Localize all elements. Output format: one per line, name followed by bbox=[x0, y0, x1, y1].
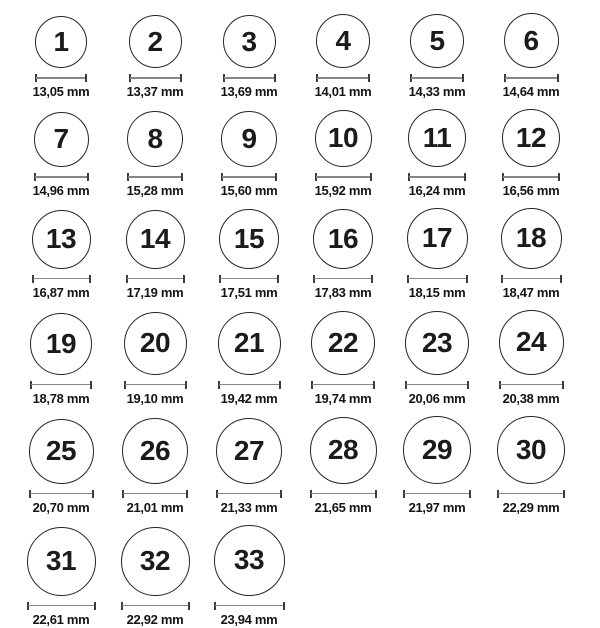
bracket-line bbox=[220, 278, 278, 280]
ring-circle bbox=[311, 311, 375, 375]
ring-size-number: 13 bbox=[45, 223, 77, 255]
bracket-right-tick bbox=[90, 381, 92, 389]
ring-size-number: 23 bbox=[421, 326, 453, 358]
ring-cell bbox=[108, 312, 202, 407]
diameter-bracket bbox=[221, 173, 277, 181]
bracket-right-tick bbox=[277, 275, 279, 283]
diameter-label: 21,97 mm bbox=[408, 499, 466, 515]
bracket-line bbox=[215, 605, 284, 607]
bracket-right-tick bbox=[280, 490, 282, 498]
ring-circle bbox=[502, 109, 560, 167]
ring-circle bbox=[214, 525, 285, 596]
ring-circle bbox=[316, 14, 370, 68]
ring-circle bbox=[32, 210, 91, 269]
ring-size-number: 5 bbox=[429, 25, 445, 56]
bracket-line bbox=[123, 493, 187, 495]
ring-cell bbox=[484, 13, 578, 100]
bracket-right-tick bbox=[279, 381, 281, 389]
bracket-right-tick bbox=[371, 275, 373, 283]
bracket-right-tick bbox=[466, 275, 468, 283]
diameter-label: 20,70 mm bbox=[32, 499, 90, 515]
ring-circle bbox=[499, 310, 564, 375]
ring-size-number: 16 bbox=[327, 222, 359, 254]
bracket-line bbox=[35, 176, 88, 178]
bracket-right-tick bbox=[560, 275, 562, 283]
diameter-bracket bbox=[311, 381, 375, 389]
ring-cell bbox=[108, 210, 202, 301]
bracket-line bbox=[224, 77, 275, 79]
diameter-bracket bbox=[315, 173, 372, 181]
bracket-right-tick bbox=[462, 74, 464, 82]
diameter-label: 14,96 mm bbox=[32, 182, 90, 198]
bracket-line bbox=[406, 384, 468, 386]
bracket-right-tick bbox=[370, 173, 372, 181]
ring-cell bbox=[390, 311, 484, 407]
diameter-bracket bbox=[122, 490, 188, 498]
bracket-line bbox=[314, 278, 372, 280]
bracket-line bbox=[500, 384, 563, 386]
ring-row bbox=[14, 109, 578, 199]
bracket-line bbox=[33, 278, 90, 280]
ring-circle bbox=[310, 417, 377, 484]
ring-row bbox=[14, 13, 578, 100]
bracket-line bbox=[498, 493, 564, 495]
diameter-bracket bbox=[502, 173, 560, 181]
ring-size-number: 20 bbox=[139, 327, 171, 359]
diameter-label: 14,64 mm bbox=[502, 84, 560, 99]
bracket-line bbox=[130, 77, 181, 79]
diameter-label: 18,47 mm bbox=[502, 284, 560, 300]
bracket-line bbox=[125, 384, 186, 386]
bracket-line bbox=[127, 278, 184, 280]
ring-circle bbox=[126, 210, 185, 269]
diameter-bracket bbox=[313, 275, 373, 283]
bracket-line bbox=[128, 176, 182, 178]
ring-circle bbox=[129, 15, 182, 68]
bracket-right-tick bbox=[85, 74, 87, 82]
bracket-right-tick bbox=[368, 74, 370, 82]
diameter-bracket bbox=[214, 602, 285, 610]
bracket-right-tick bbox=[563, 490, 565, 498]
diameter-bracket bbox=[405, 381, 469, 389]
diameter-bracket bbox=[127, 173, 183, 181]
diameter-label: 23,94 mm bbox=[220, 611, 278, 627]
ring-circle bbox=[410, 14, 464, 68]
diameter-label: 14,33 mm bbox=[408, 84, 466, 99]
ring-size-number: 4 bbox=[335, 25, 351, 56]
ring-circle bbox=[221, 111, 277, 167]
diameter-bracket bbox=[126, 275, 185, 283]
diameter-label: 16,87 mm bbox=[32, 284, 90, 300]
bracket-right-tick bbox=[562, 381, 564, 389]
ring-size-number: 32 bbox=[139, 545, 171, 577]
bracket-line bbox=[503, 176, 559, 178]
diameter-bracket bbox=[499, 381, 564, 389]
bracket-right-tick bbox=[375, 490, 377, 498]
diameter-label: 15,92 mm bbox=[314, 182, 372, 198]
bracket-line bbox=[31, 384, 91, 386]
ring-cell bbox=[108, 418, 202, 516]
bracket-line bbox=[311, 493, 376, 495]
diameter-label: 22,92 mm bbox=[126, 611, 184, 627]
diameter-bracket bbox=[310, 490, 377, 498]
ring-circle bbox=[315, 110, 372, 167]
bracket-line bbox=[36, 77, 86, 79]
bracket-line bbox=[411, 77, 463, 79]
ring-cell bbox=[484, 208, 578, 301]
diameter-label: 19,74 mm bbox=[314, 390, 372, 406]
ring-size-number: 26 bbox=[139, 434, 171, 466]
ring-circle bbox=[223, 15, 276, 68]
bracket-line bbox=[317, 77, 369, 79]
bracket-right-tick bbox=[92, 490, 94, 498]
diameter-label: 18,15 mm bbox=[408, 284, 466, 300]
ring-size-number: 15 bbox=[233, 222, 265, 254]
ring-row bbox=[14, 208, 578, 301]
bracket-right-tick bbox=[373, 381, 375, 389]
diameter-label: 13,69 mm bbox=[220, 84, 278, 99]
bracket-line bbox=[219, 384, 280, 386]
diameter-label: 19,10 mm bbox=[126, 390, 184, 406]
diameter-bracket bbox=[129, 74, 182, 82]
ring-cell bbox=[14, 112, 108, 199]
ring-circle bbox=[121, 527, 190, 596]
diameter-label: 17,19 mm bbox=[126, 284, 184, 300]
diameter-bracket bbox=[124, 381, 187, 389]
diameter-label: 22,29 mm bbox=[502, 499, 560, 515]
bracket-right-tick bbox=[558, 173, 560, 181]
ring-cell bbox=[108, 15, 202, 100]
diameter-bracket bbox=[223, 74, 276, 82]
ring-circle bbox=[124, 312, 187, 375]
diameter-label: 22,61 mm bbox=[32, 611, 90, 627]
ring-size-number: 14 bbox=[139, 223, 171, 255]
ring-circle bbox=[29, 419, 94, 484]
bracket-line bbox=[222, 176, 276, 178]
ring-cell bbox=[296, 417, 390, 516]
ring-circle bbox=[408, 109, 466, 167]
bracket-right-tick bbox=[180, 74, 182, 82]
ring-circle bbox=[504, 13, 559, 68]
diameter-bracket bbox=[32, 275, 91, 283]
bracket-right-tick bbox=[464, 173, 466, 181]
ring-circle bbox=[501, 208, 562, 269]
ring-row bbox=[14, 310, 578, 407]
diameter-bracket bbox=[216, 490, 282, 498]
ring-cell bbox=[390, 14, 484, 100]
ring-cell bbox=[296, 209, 390, 301]
diameter-bracket bbox=[497, 490, 565, 498]
ring-circle bbox=[313, 209, 373, 269]
ring-circle bbox=[30, 313, 92, 375]
ring-circle bbox=[127, 111, 183, 167]
diameter-label: 18,78 mm bbox=[32, 390, 90, 406]
ring-size-number: 11 bbox=[422, 121, 452, 153]
diameter-label: 17,83 mm bbox=[314, 284, 372, 300]
ring-size-number: 28 bbox=[327, 434, 359, 466]
ring-size-number: 21 bbox=[233, 327, 265, 359]
ring-size-number: 18 bbox=[515, 222, 547, 254]
ring-cell bbox=[202, 525, 296, 628]
diameter-bracket bbox=[407, 275, 468, 283]
bracket-right-tick bbox=[467, 381, 469, 389]
bracket-line bbox=[122, 605, 189, 607]
diameter-label: 15,28 mm bbox=[126, 182, 184, 198]
diameter-bracket bbox=[504, 74, 559, 82]
bracket-line bbox=[505, 77, 558, 79]
diameter-bracket bbox=[501, 275, 562, 283]
diameter-bracket bbox=[218, 381, 281, 389]
ring-circle bbox=[497, 416, 565, 484]
ring-cell bbox=[202, 209, 296, 301]
ring-size-number: 24 bbox=[515, 326, 547, 358]
ring-cell bbox=[202, 15, 296, 100]
diameter-bracket bbox=[34, 173, 89, 181]
bracket-line bbox=[30, 493, 93, 495]
ring-size-number: 19 bbox=[45, 327, 77, 359]
ring-cell bbox=[390, 109, 484, 199]
ring-cell bbox=[202, 418, 296, 516]
bracket-right-tick bbox=[469, 490, 471, 498]
ring-cell bbox=[484, 310, 578, 407]
bracket-line bbox=[404, 493, 470, 495]
diameter-bracket bbox=[410, 74, 464, 82]
ring-size-number: 29 bbox=[421, 433, 453, 465]
ring-size-number: 2 bbox=[147, 25, 163, 57]
ring-row bbox=[14, 416, 578, 516]
ring-size-number: 6 bbox=[523, 24, 539, 56]
diameter-label: 13,05 mm bbox=[32, 84, 90, 99]
ring-size-number: 3 bbox=[241, 25, 257, 57]
ring-row bbox=[14, 525, 578, 628]
bracket-line bbox=[217, 493, 281, 495]
bracket-line bbox=[408, 278, 467, 280]
ring-cell bbox=[14, 210, 108, 301]
ring-circle bbox=[34, 112, 89, 167]
ring-size-number: 25 bbox=[45, 435, 77, 467]
diameter-bracket bbox=[219, 275, 279, 283]
ring-cell bbox=[14, 16, 108, 100]
diameter-bracket bbox=[29, 490, 94, 498]
diameter-label: 13,37 mm bbox=[126, 84, 184, 99]
ring-cell bbox=[390, 208, 484, 301]
ring-circle bbox=[35, 16, 87, 68]
ring-circle bbox=[27, 527, 96, 596]
bracket-line bbox=[502, 278, 561, 280]
bracket-right-tick bbox=[274, 74, 276, 82]
ring-cell bbox=[108, 527, 202, 628]
bracket-line bbox=[28, 605, 95, 607]
bracket-right-tick bbox=[89, 275, 91, 283]
bracket-line bbox=[312, 384, 374, 386]
diameter-label: 20,38 mm bbox=[502, 390, 560, 406]
ring-circle bbox=[403, 416, 471, 484]
ring-grid bbox=[14, 13, 578, 628]
ring-circle bbox=[218, 312, 281, 375]
bracket-right-tick bbox=[181, 173, 183, 181]
diameter-label: 19,42 mm bbox=[220, 390, 278, 406]
bracket-right-tick bbox=[186, 490, 188, 498]
diameter-bracket bbox=[316, 74, 370, 82]
bracket-right-tick bbox=[183, 275, 185, 283]
ring-cell bbox=[202, 312, 296, 407]
bracket-right-tick bbox=[188, 602, 190, 610]
ring-size-number: 10 bbox=[327, 122, 359, 154]
ring-cell bbox=[14, 527, 108, 628]
ring-size-number: 12 bbox=[515, 121, 547, 153]
diameter-bracket bbox=[403, 490, 471, 498]
bracket-right-tick bbox=[283, 602, 285, 610]
ring-size-number: 30 bbox=[515, 433, 547, 465]
diameter-bracket bbox=[121, 602, 190, 610]
diameter-bracket bbox=[35, 74, 87, 82]
bracket-right-tick bbox=[87, 173, 89, 181]
diameter-label: 21,33 mm bbox=[220, 499, 278, 515]
ring-cell bbox=[390, 416, 484, 516]
ring-size-number: 7 bbox=[53, 123, 69, 155]
diameter-bracket bbox=[27, 602, 96, 610]
ring-size-number: 8 bbox=[147, 122, 163, 154]
ring-cell bbox=[14, 419, 108, 516]
ring-size-number: 33 bbox=[233, 544, 265, 576]
ring-circle bbox=[216, 418, 282, 484]
ring-size-number: 1 bbox=[53, 26, 69, 57]
ring-cell bbox=[14, 313, 108, 407]
ring-size-number: 9 bbox=[241, 122, 257, 154]
ring-circle bbox=[405, 311, 469, 375]
ring-size-number: 17 bbox=[421, 222, 453, 254]
ring-cell bbox=[202, 111, 296, 199]
diameter-label: 15,60 mm bbox=[220, 182, 278, 198]
diameter-label: 17,51 mm bbox=[220, 284, 278, 300]
bracket-right-tick bbox=[557, 74, 559, 82]
ring-cell bbox=[484, 416, 578, 516]
diameter-label: 21,65 mm bbox=[314, 499, 372, 515]
ring-circle bbox=[122, 418, 188, 484]
diameter-label: 21,01 mm bbox=[126, 499, 184, 515]
diameter-bracket bbox=[30, 381, 92, 389]
bracket-right-tick bbox=[275, 173, 277, 181]
bracket-right-tick bbox=[185, 381, 187, 389]
ring-cell bbox=[484, 109, 578, 199]
bracket-line bbox=[316, 176, 371, 178]
ring-cell bbox=[296, 311, 390, 407]
ring-cell bbox=[108, 111, 202, 199]
ring-circle bbox=[219, 209, 279, 269]
ring-size-number: 22 bbox=[327, 326, 359, 358]
bracket-line bbox=[409, 176, 465, 178]
ring-cell bbox=[296, 14, 390, 100]
diameter-label: 20,06 mm bbox=[408, 390, 466, 406]
diameter-label: 14,01 mm bbox=[314, 84, 372, 99]
ring-circle bbox=[407, 208, 468, 269]
diameter-bracket bbox=[408, 173, 466, 181]
ring-size-number: 31 bbox=[45, 545, 77, 577]
bracket-right-tick bbox=[94, 602, 96, 610]
ring-cell bbox=[296, 110, 390, 199]
ring-size-number: 27 bbox=[233, 434, 265, 466]
diameter-label: 16,24 mm bbox=[408, 182, 466, 198]
diameter-label: 16,56 mm bbox=[502, 182, 560, 198]
